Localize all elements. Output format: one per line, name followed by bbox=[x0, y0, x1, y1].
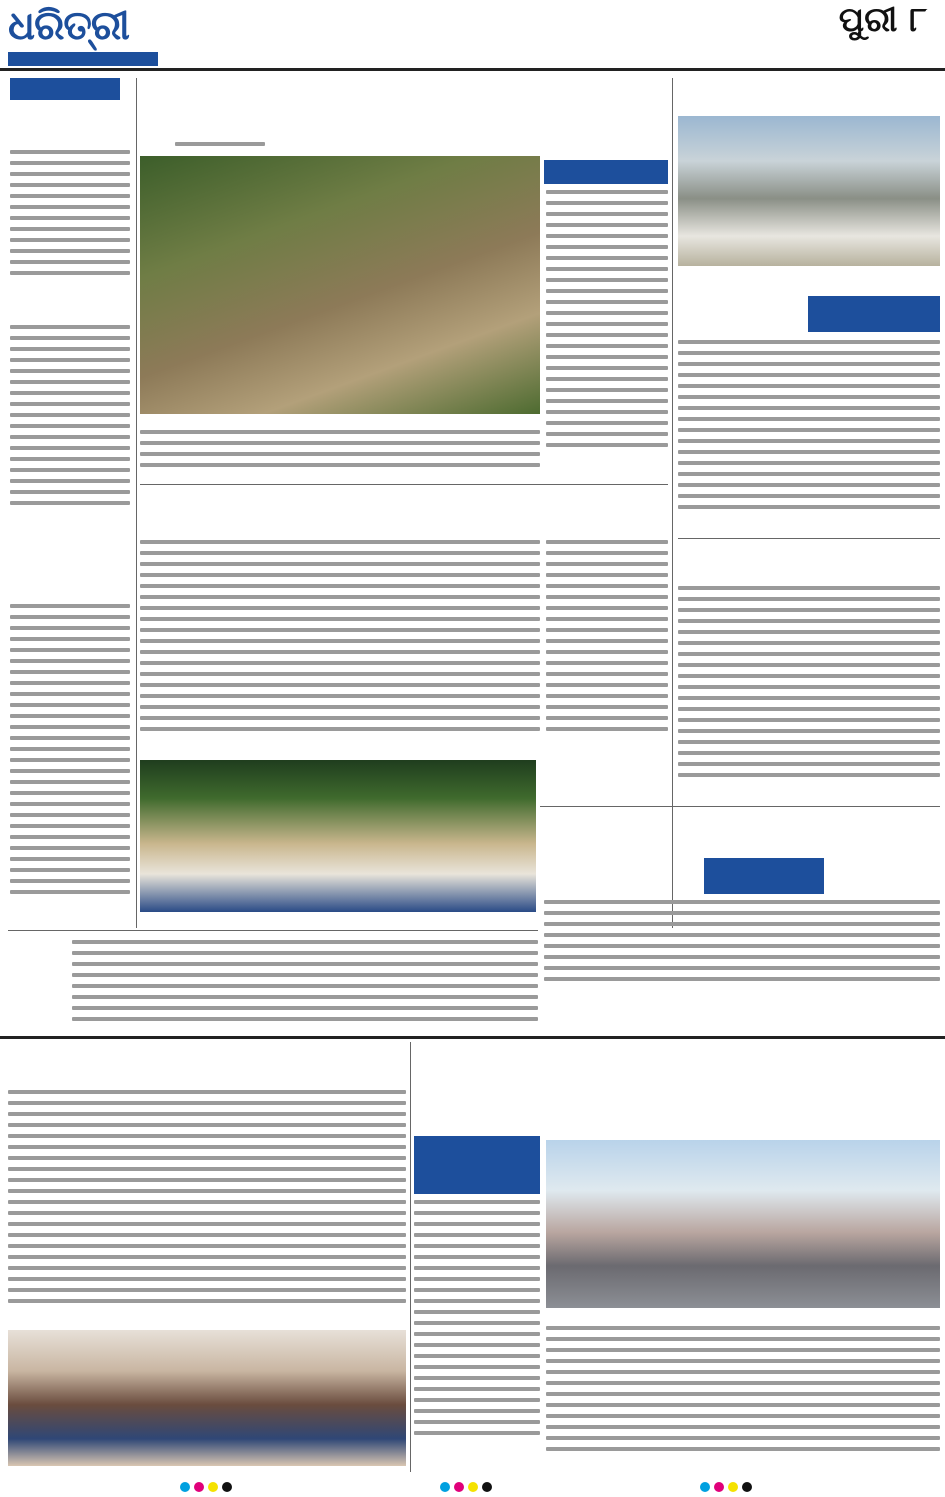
kalabyaj-tag bbox=[414, 1136, 540, 1194]
chilika-headline bbox=[10, 936, 66, 1032]
protest-photo bbox=[546, 1140, 940, 1308]
section-rule bbox=[540, 806, 940, 807]
dateline bbox=[8, 52, 158, 66]
page-label: ପୁରୀ ୮ bbox=[838, 0, 927, 40]
yellow-registration-mark bbox=[208, 1482, 218, 1492]
masthead-rule bbox=[0, 68, 945, 71]
dabi-puran-body bbox=[546, 1326, 940, 1466]
story-body bbox=[10, 150, 130, 290]
chilika-body bbox=[72, 940, 538, 1030]
yellow-registration-mark bbox=[468, 1482, 478, 1492]
krida-sikhyak-headline bbox=[678, 542, 940, 578]
column-rule bbox=[672, 78, 673, 928]
lead-photo bbox=[140, 156, 540, 414]
lead-headline bbox=[140, 76, 668, 138]
satyabadi-headline bbox=[678, 76, 940, 112]
cyan-registration-mark bbox=[180, 1482, 190, 1492]
lead-story-body bbox=[140, 430, 540, 480]
bjp-body bbox=[544, 900, 940, 990]
story-headline bbox=[10, 538, 140, 598]
dabi-puran-body bbox=[414, 1200, 540, 1462]
meeting-photo bbox=[140, 760, 536, 912]
section-rule bbox=[0, 1036, 945, 1039]
masthead bbox=[0, 0, 945, 62]
section-tag-sankhepare bbox=[10, 78, 120, 100]
section-rule bbox=[678, 538, 940, 539]
krida-sikhyak-body bbox=[678, 586, 940, 796]
lead-side-tag bbox=[544, 160, 668, 184]
lead-story-body bbox=[175, 142, 265, 152]
dabi-puran-headline bbox=[414, 1040, 940, 1132]
mission-shakti-body bbox=[8, 1090, 406, 1320]
magenta-registration-mark bbox=[454, 1482, 464, 1492]
story-body bbox=[10, 604, 130, 924]
column-rule bbox=[410, 1042, 411, 1472]
adhyapak-body bbox=[546, 540, 668, 750]
print-registration-strip bbox=[0, 1478, 945, 1497]
newspaper-logo: ଧରିତ୍ରୀ bbox=[8, 3, 129, 49]
bjp-side-tag bbox=[704, 858, 824, 894]
section-rule bbox=[140, 484, 668, 485]
magenta-registration-mark bbox=[194, 1482, 204, 1492]
satyabadi-body bbox=[678, 340, 940, 530]
officials-photo bbox=[678, 116, 940, 266]
district-admin-tag bbox=[808, 296, 940, 332]
black-registration-mark bbox=[742, 1482, 752, 1492]
black-registration-mark bbox=[482, 1482, 492, 1492]
section-rule bbox=[8, 930, 538, 931]
hall-meeting-photo bbox=[8, 1330, 406, 1466]
cyan-registration-mark bbox=[440, 1482, 450, 1492]
adhyapak-headline bbox=[546, 488, 668, 532]
story-body bbox=[10, 325, 130, 525]
radha-krishna-body bbox=[140, 540, 540, 750]
magenta-registration-mark bbox=[714, 1482, 724, 1492]
radha-krishna-headline bbox=[140, 490, 540, 530]
lead-story-body bbox=[546, 190, 668, 476]
black-registration-mark bbox=[222, 1482, 232, 1492]
story-headline bbox=[10, 298, 140, 320]
yellow-registration-mark bbox=[728, 1482, 738, 1492]
story-headline bbox=[10, 104, 130, 144]
column-rule bbox=[136, 78, 137, 928]
mission-shakti-headline bbox=[8, 1042, 406, 1082]
bjp-headline bbox=[544, 810, 940, 846]
cyan-registration-mark bbox=[700, 1482, 710, 1492]
